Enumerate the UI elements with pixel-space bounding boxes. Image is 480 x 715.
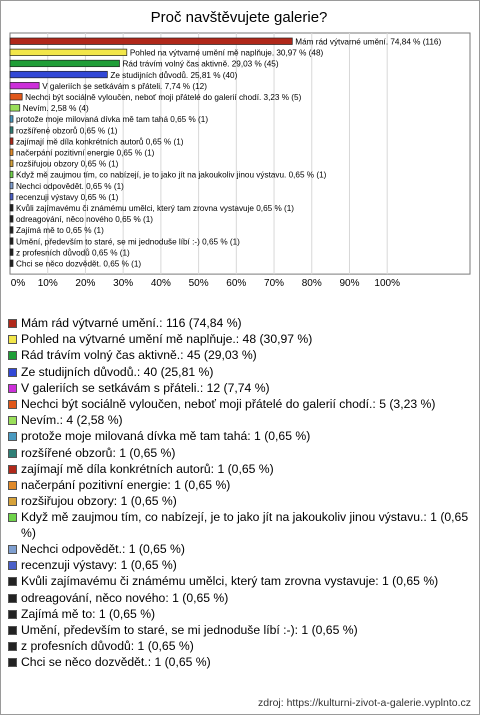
bar <box>10 94 22 101</box>
legend-item <box>8 397 470 412</box>
legend-swatch <box>8 577 17 586</box>
x-tick-label: 100% <box>374 278 400 290</box>
legend-item <box>8 510 470 541</box>
x-tick-label: 60% <box>226 278 247 290</box>
bar <box>10 127 13 134</box>
bar-label: Mám rád výtvarné umění. 74,84 % (116) <box>295 37 442 47</box>
legend-item <box>8 607 470 622</box>
legend-label: Kvůli zajímavému či známému umělci, který tam zrovna vystavuje: 1 (0,65 %) <box>21 574 439 589</box>
bar-label: V galeriích se setkávám s přáteli. 7,74 % (12) <box>42 81 207 91</box>
legend-swatch <box>8 626 17 635</box>
legend-item <box>8 462 470 477</box>
bar <box>10 227 13 234</box>
x-tick-label: 40% <box>150 278 171 290</box>
bar <box>10 216 13 223</box>
legend-swatch <box>8 432 17 441</box>
bar-label: Když mě zaujmou tím, co nabízejí, je to jako jít na jakoukoliv jinou výstavu. 0,65 % (1) <box>16 170 327 180</box>
bar <box>10 105 20 112</box>
bar-label: Nechci odpovědět. 0,65 % (1) <box>16 181 124 191</box>
legend-item <box>8 558 470 573</box>
x-tick-label: 80% <box>301 278 322 290</box>
legend-swatch <box>8 658 17 667</box>
legend-swatch <box>8 642 17 651</box>
x-tick-label: 10% <box>37 278 58 290</box>
chart-title: Proč navštěvujete galerie? <box>150 9 328 26</box>
bar-label: zajímají mě díla konkrétních autorů 0,65 % (1) <box>16 137 184 147</box>
legend-item <box>8 413 470 428</box>
bar-label: recenzuji výstavy 0,65 % (1) <box>16 192 119 202</box>
legend-swatch <box>8 481 17 490</box>
bar-label: Zajímá mě to 0,65 % (1) <box>16 226 104 236</box>
legend-label: V galeriích se setkávám s přáteli.: 12 (7,74 %) <box>21 380 270 395</box>
legend-item <box>8 429 470 444</box>
bar-label: odreagování, něco nového 0,65 % (1) <box>16 215 154 225</box>
bar-label: Umění, především to staré, se mi jednoduše líbí :-) 0,65 % (1) <box>16 237 240 247</box>
legend-swatch <box>8 594 17 603</box>
bar-label: Chci se něco dozvědět. 0,65 % (1) <box>16 259 142 269</box>
legend-swatch <box>8 465 17 474</box>
bar-label: z profesních důvodů 0,65 % (1) <box>16 248 130 258</box>
bar-label: Nevím. 2,58 % (4) <box>22 104 89 114</box>
legend-item <box>8 623 470 638</box>
legend-label: Chci se něco dozvědět.: 1 (0,65 %) <box>21 655 211 670</box>
bar <box>10 249 13 256</box>
bar <box>10 193 13 200</box>
legend-label: zajímají mě díla konkrétních autorů: 1 (0,65 %) <box>21 461 274 476</box>
legend-item <box>8 365 470 380</box>
legend-item <box>8 574 470 589</box>
legend-item <box>8 542 470 557</box>
legend-swatch <box>8 610 17 619</box>
legend-label: Pohled na výtvarné umění mě naplňuje.: 48 (30,97 %) <box>21 332 313 347</box>
bar <box>10 71 107 78</box>
legend-label: Nechci být sociálně vyloučen, neboť moji přátelé do galerií chodí.: 5 (3,23 %) <box>21 397 436 412</box>
legend-swatch <box>8 513 17 522</box>
bar <box>10 116 13 123</box>
bar-label: rozšířené obzorů 0,65 % (1) <box>16 126 118 136</box>
legend-swatch <box>8 449 17 458</box>
legend-label: Mám rád výtvarné umění.: 116 (74,84 %) <box>21 316 242 330</box>
legend-item <box>8 381 470 396</box>
legend-label: Když mě zaujmou tím, co nabízejí, je to jako jít na jakoukoliv jinou výstavu.: 1 (0,65 %) <box>21 510 469 540</box>
legend-label: protože moje milovaná dívka mě tam tahá: 1 (0,65 %) <box>21 429 311 444</box>
legend-label: rozšířené obzorů: 1 (0,65 %) <box>21 445 176 460</box>
bar <box>10 38 292 45</box>
legend-label: Nevím.: 4 (2,58 %) <box>21 413 123 428</box>
legend-label: načerpání pozitivní energie: 1 (0,65 %) <box>21 478 231 493</box>
bar <box>10 138 13 145</box>
bar <box>10 160 13 167</box>
bar-label: Nechci být sociálně vyloučen, neboť moji přátelé do galerií chodí. 3,23 % (5) <box>25 93 302 102</box>
bar-label: Rád trávím volný čas aktivně. 29,03 % (45) <box>122 59 279 69</box>
bar-label: Ze studijních důvodů. 25,81 % (40) <box>110 70 238 80</box>
legend-swatch <box>8 416 17 425</box>
legend-label: rozšiřujou obzory: 1 (0,65 %) <box>21 494 177 509</box>
bar-label: protože moje milovaná dívka mě tam tahá 0,65 % (1) <box>16 115 209 125</box>
legend-swatch <box>8 351 17 360</box>
legend-label: Rád trávím volný čas aktivně.: 45 (29,03 %) <box>21 348 257 363</box>
legend-swatch <box>8 384 17 393</box>
legend-label: recenzuji výstavy: 1 (0,65 %) <box>21 558 177 573</box>
bar <box>10 171 13 178</box>
legend-label: Zajímá mě to: 1 (0,65 %) <box>21 606 156 621</box>
chart-legend <box>8 316 470 672</box>
bar <box>10 238 13 245</box>
legend-item <box>8 639 470 654</box>
legend-swatch <box>8 335 17 344</box>
legend-label: Umění, především to staré, se mi jednoduše líbí :-): 1 (0,65 %) <box>21 623 358 638</box>
legend-label: odreagování, něco nového: 1 (0,65 %) <box>21 590 229 605</box>
bar-label: rozšiřujou obzory 0,65 % (1) <box>16 159 119 169</box>
bar <box>10 49 127 56</box>
bar-chart-plot <box>0 0 480 315</box>
x-tick-label: 90% <box>339 278 360 290</box>
legend-item <box>8 655 470 670</box>
legend-item <box>8 446 470 461</box>
legend-swatch <box>8 400 17 409</box>
legend-swatch <box>8 545 17 554</box>
bar <box>10 182 13 189</box>
bar-label: načerpání pozitivní energie 0,65 % (1) <box>16 148 155 158</box>
bar-label: Pohled na výtvarné umění mě naplňuje. 30,97 % (48) <box>129 48 324 58</box>
x-tick-label: 0% <box>10 278 26 290</box>
x-tick-label: 50% <box>188 278 209 290</box>
legend-item <box>8 316 470 331</box>
x-tick-label: 70% <box>264 278 285 290</box>
legend-swatch <box>8 561 17 570</box>
legend-label: z profesních důvodů: 1 (0,65 %) <box>21 639 194 654</box>
legend-item <box>8 494 470 509</box>
legend-swatch <box>8 497 17 506</box>
legend-item <box>8 348 470 363</box>
source-note: zdroj: https://kulturni-zivot-a-galerie.vyplnto.cz <box>258 697 471 709</box>
legend-swatch <box>8 319 17 328</box>
bar <box>10 82 39 89</box>
legend-label: Nechci odpovědět.: 1 (0,65 %) <box>21 542 185 557</box>
bar-label: Kvůli zajímavému či známému umělci, který tam zrovna vystavuje 0,65 % (1) <box>16 204 295 213</box>
legend-label: Ze studijních důvodů.: 40 (25,81 %) <box>21 364 214 379</box>
bar <box>10 149 13 156</box>
x-tick-label: 20% <box>75 278 96 290</box>
legend-item <box>8 591 470 606</box>
bar <box>10 60 120 66</box>
bar <box>10 205 13 212</box>
legend-item <box>8 332 470 347</box>
bar <box>10 260 13 267</box>
x-tick-label: 30% <box>113 278 134 290</box>
legend-item <box>8 478 470 493</box>
legend-swatch <box>8 368 17 377</box>
